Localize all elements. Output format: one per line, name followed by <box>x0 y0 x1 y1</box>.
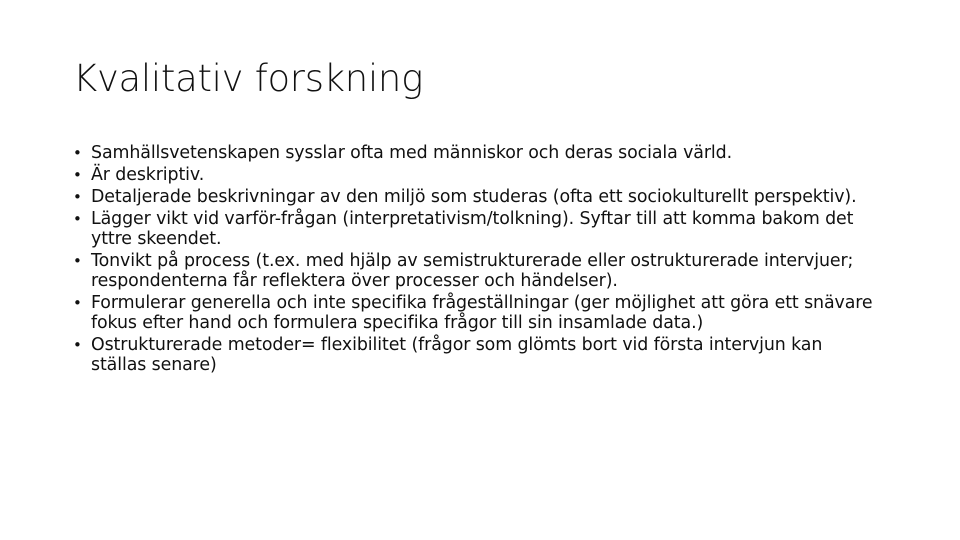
bullet-marker: • <box>73 210 82 228</box>
bullet-text: Är deskriptiv. <box>91 165 205 185</box>
bullet-item <box>73 209 873 249</box>
slide-title: Kvalitativ forskning <box>73 57 423 100</box>
bullet-text: Ostrukturerade metoder= flexibilitet (frågor som glömts bort vid första intervjun kan ställas senare) <box>91 335 823 375</box>
bullet-marker: • <box>73 166 82 184</box>
bullet-item <box>73 251 873 291</box>
bullet-text: Tonvikt på process (t.ex. med hjälp av semistrukturerade eller ostrukturerade intervjuer; respondenterna får reflektera över processer och händelser). <box>91 251 854 291</box>
bullet-marker: • <box>73 294 82 312</box>
bullet-item <box>73 143 873 163</box>
bullet-item <box>73 187 873 207</box>
bullet-text: Detaljerade beskrivningar av den miljö som studeras (ofta ett sociokulturellt perspektiv). <box>91 187 857 207</box>
bullet-item <box>73 293 873 333</box>
bullet-text: Lägger vikt vid varför-frågan (interpretativism/tolkning). Syftar till att komma bakom det yttre skeendet. <box>91 209 854 249</box>
bullet-text: Formulerar generella och inte specifika frågeställningar (ger möjlighet att göra ett snävare fokus efter hand och formulera specifika frågor till sin insamlade data.) <box>91 293 873 333</box>
bullet-item <box>73 165 873 185</box>
bullet-item <box>73 335 873 375</box>
bullet-marker: • <box>73 188 82 206</box>
bullet-marker: • <box>73 252 82 270</box>
bullet-text: Samhällsvetenskapen sysslar ofta med människor och deras sociala värld. <box>91 143 732 163</box>
bullet-marker: • <box>73 144 82 162</box>
bullet-marker: • <box>73 336 82 354</box>
bullet-list <box>73 143 873 377</box>
